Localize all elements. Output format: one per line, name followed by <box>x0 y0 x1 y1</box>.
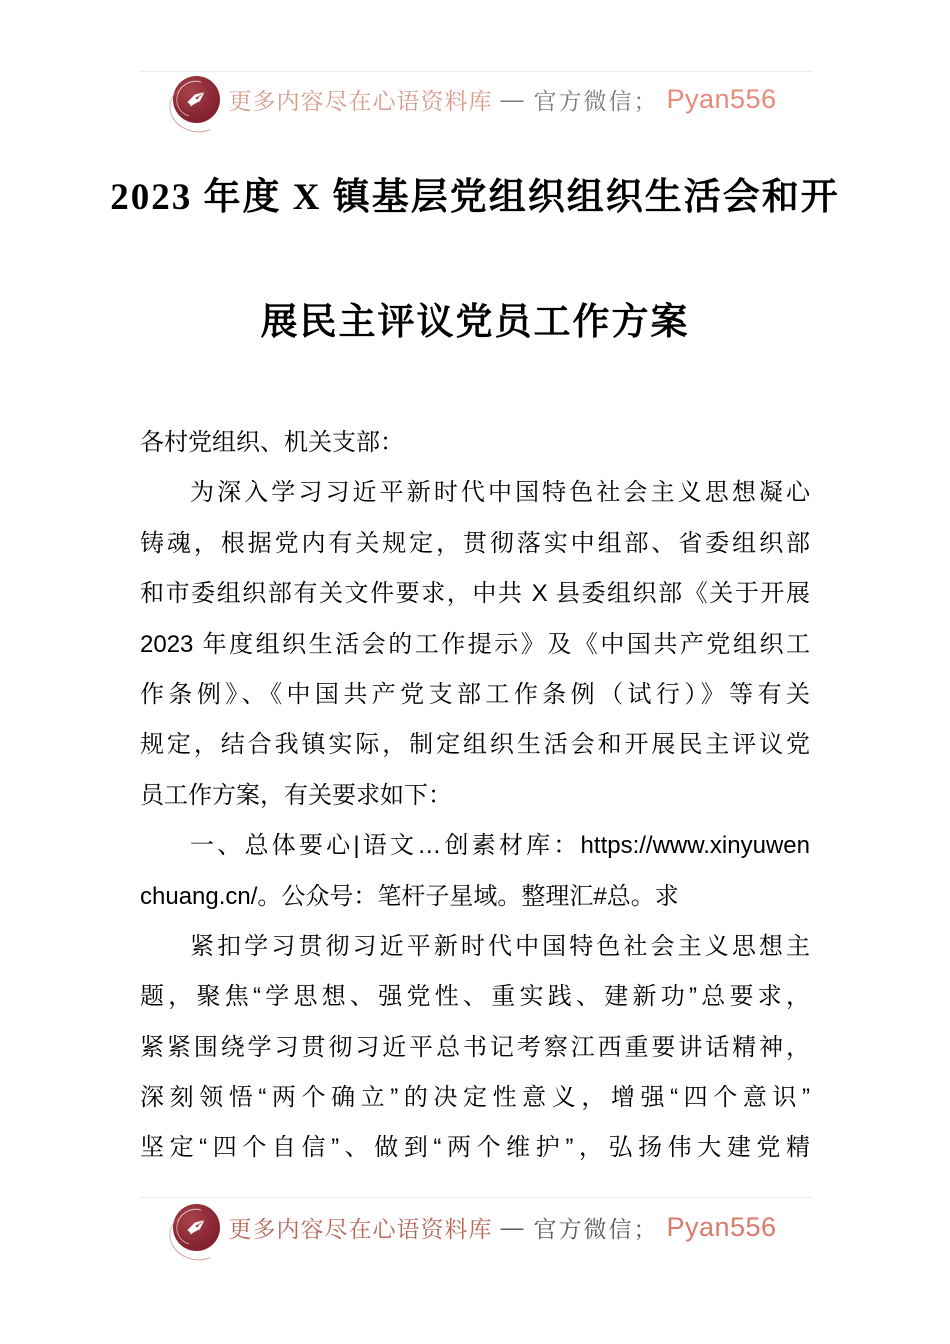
header-divider <box>140 71 812 72</box>
body-line: 坚定“四个自信”、做到“两个维护”，弘扬伟大建党精 <box>140 1134 810 1162</box>
page-header <box>0 76 950 123</box>
footer-wechat-label: 官方微信； <box>533 1216 659 1242</box>
body-line: 为深入学习习近平新时代中国特色社会主义思想凝心 <box>190 479 810 507</box>
body-line: 紧扣学习贯彻习近平新时代中国特色社会主义思想主 <box>190 932 810 960</box>
footer-wechat-id: Pyan556 <box>666 1212 777 1242</box>
body-line: 作条例》、《中国共产党支部工作条例（试行）》等有关 <box>140 680 810 708</box>
body-line: 和市委组织部有关文件要求，中共 X 县委组织部《关于开展 <box>140 580 810 608</box>
pen-nib-icon: ✒ <box>178 1208 216 1247</box>
header-dash: — <box>500 86 526 112</box>
body-lines <box>140 418 810 1174</box>
header-brand-text: 更多内容尽在心语资料库 <box>228 88 493 114</box>
header-wechat-label: 官方微信； <box>533 88 659 114</box>
header-wechat-id: Pyan556 <box>666 84 777 114</box>
body-line: 员工作方案，有关要求如下： <box>140 781 452 809</box>
pen-logo-icon <box>173 76 220 123</box>
body-line: 规定，结合我镇实际，制定组织生活会和开展民主评议党 <box>140 731 810 759</box>
footer-brand-text: 更多内容尽在心语资料库 <box>228 1216 493 1242</box>
footer-dash: — <box>500 1214 526 1240</box>
pen-logo-icon <box>173 1204 220 1251</box>
body-line: 一、总体要心|语文…创素材库：https://www.xinyuwen <box>190 832 810 860</box>
page-footer <box>0 1204 950 1251</box>
body-line: chuang.cn/。公众号：笔杆子星域。整理汇#总。求 <box>140 882 679 910</box>
body-line: 深刻领悟“两个确立”的决定性意义，增强“四个意识” <box>140 1084 810 1112</box>
document-title-line1: 2023 年度 X 镇基层党组织组织生活会和开 <box>110 177 840 218</box>
body-line: 题，聚焦“学思想、强党性、重实践、建新功”总要求， <box>140 983 810 1011</box>
body-line: 紧紧围绕学习贯彻习近平总书记考察江西重要讲话精神， <box>140 1033 810 1061</box>
body-line: 铸魂，根据党内有关规定，贯彻落实中组部、省委组织部 <box>140 529 810 557</box>
document-title-line2: 展民主评议党员工作方案 <box>260 302 690 343</box>
body-line: 2023 年度组织生活会的工作提示》及《中国共产党组织工 <box>140 630 810 658</box>
pen-nib-icon: ✒ <box>178 80 216 119</box>
footer-divider <box>140 1197 812 1198</box>
body-line: 各村党组织、机关支部： <box>140 429 404 456</box>
